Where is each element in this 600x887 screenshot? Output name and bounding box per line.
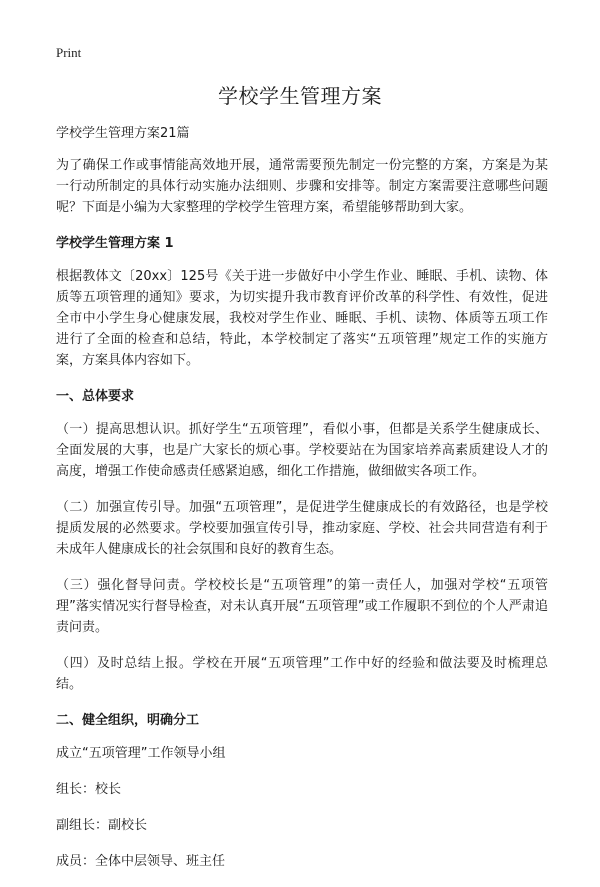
org-line: 副组长：副校长 bbox=[56, 818, 148, 833]
document-body bbox=[56, 123, 548, 887]
requirement-item: （一）提高思想认识。抓好学生“五项管理”，看似小事，但都是关系学生健康成长、全面发展的大事，也是广大家长的烦心事。学校要站在为国家培养高素质建设人才的高度，增强工作使命感责任感紧迫感，细化工作措施，做细做实各项工作。 bbox=[56, 422, 548, 479]
org-line: 成立“五项管理”工作领导小组 bbox=[56, 746, 226, 761]
section-intro-paragraph: 根据教体文〔20xx〕125号《关于进一步做好中小学生作业、睡眠、手机、读物、体质等五项管理的通知》要求，为切实提升我市教育评价改革的科学性、有效性，促进全市中小学生身心健康发展，我校对学生作业、睡眠、手机、读物、体质等五项工作进行了全面的检查和总结，特此，本学校制定了落实“五项管理”规定工作的实施方案，方案具体内容如下。 bbox=[56, 269, 548, 368]
section-heading: 学校学生管理方案 1 bbox=[56, 236, 174, 251]
part1-heading: 一、总体要求 bbox=[56, 389, 135, 404]
requirement-item: （二）加强宣传引导。加强“五项管理”，是促进学生健康成长的有效路径，也是学校提质发展的必然要求。学校要加强宣传引导，推动家庭、学校、社会共同营造有利于未成年人健康成长的社会氛围和良好的教育生态。 bbox=[56, 500, 548, 557]
print-link[interactable]: Print bbox=[56, 45, 82, 60]
org-line: 成员：全体中层领导、班主任 bbox=[56, 854, 226, 869]
part2-heading: 二、健全组织，明确分工 bbox=[56, 713, 200, 728]
org-line: 组长：校长 bbox=[56, 782, 122, 797]
intro-paragraph: 为了确保工作或事情能高效地开展，通常需要预先制定一份完整的方案，方案是为某一行动所制定的具体行动实施办法细则、步骤和安排等。制定方案需要注意哪些问题呢？下面是小编为大家整理的学校学生管理方案，希望能够帮助到大家。 bbox=[56, 158, 548, 215]
page-title: 学校学生管理方案 bbox=[218, 84, 382, 108]
requirement-item: （四）及时总结上报。学校在开展“五项管理”工作中好的经验和做法要及时梳理总结。 bbox=[56, 656, 548, 692]
subtitle: 学校学生管理方案21篇 bbox=[56, 126, 190, 141]
requirement-item: （三）强化督导问责。学校校长是“五项管理”的第一责任人，加强对学校“五项管理”落实情况实行督导检查，对未认真开展“五项管理”或工作履职不到位的个人严肃追责问责。 bbox=[56, 578, 548, 635]
